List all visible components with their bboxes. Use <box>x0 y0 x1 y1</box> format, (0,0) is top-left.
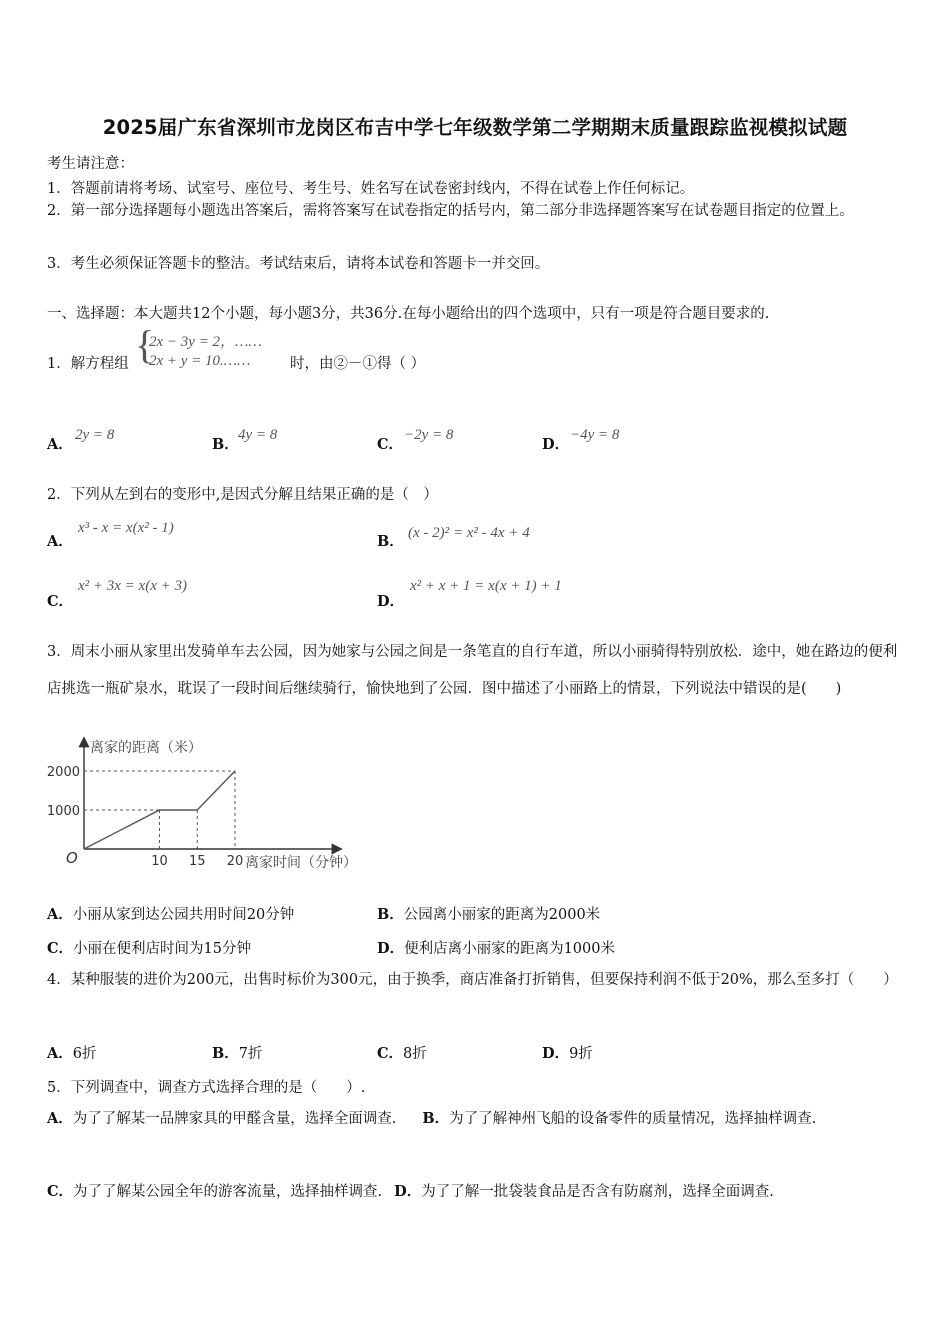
q5-option-d: D．为了了解一批袋装食品是否含有防腐剂，选择全面调查. <box>394 1183 774 1200</box>
x-tick-label: 10 <box>151 854 168 869</box>
page-title: 2025届广东省深圳市龙岗区布吉中学七年级数学第二学期期末质量跟踪监视模拟试题 <box>102 116 848 139</box>
q5-option-b: B．为了了解神州飞船的设备零件的质量情况，选择抽样调查. <box>422 1110 817 1127</box>
q3-stem <box>47 634 905 708</box>
q3-number: 3． <box>47 644 71 660</box>
y-tick-label: 1000 <box>46 804 80 819</box>
q4-number: 4． <box>47 972 71 988</box>
q2-stem <box>47 483 438 504</box>
q1-option-a: A． <box>47 436 73 453</box>
q4-stem-text: 某种服装的进价为200元，出售时标价为300元，由于换季，商店准备打折销售，但要保持利润不低于20%，那么至多打（ ） <box>70 972 898 988</box>
notice-item-2: 2．第一部分选择题每小题选出答案后，需将答案写在试卷指定的括号内，第二部分非选择题答案写在试卷题目指定的位置上。 <box>47 203 854 219</box>
q1-equation-2: 2x + y = 10.…… <box>149 353 251 369</box>
q3-option-a: A．小丽从家到达公园共用时间20分钟 <box>47 906 295 923</box>
q2-stem-text: 下列从左到右的变形中,是因式分解且结果正确的是（ ） <box>70 487 438 503</box>
q4-option-b: B．7折 <box>212 1045 263 1062</box>
q2-option-c-math: x² + 3x = x(x + 3) <box>78 578 187 594</box>
notice-heading: 考生请注意： <box>47 156 134 172</box>
x-axis-label: 离家时间（分钟） <box>245 855 357 871</box>
q5-stem <box>47 1076 365 1097</box>
q3-option-d: D．便利店离小丽家的距离为1000米 <box>377 940 615 957</box>
q2-number: 2． <box>47 487 71 503</box>
q2-option-d-math: x² + x + 1 = x(x + 1) + 1 <box>410 578 562 594</box>
q5-option-c: C．为了了解某公园全年的游客流量，选择抽样调查. <box>47 1183 383 1200</box>
y-tick-label: 2000 <box>46 765 80 780</box>
x-tick-label: 15 <box>188 854 206 869</box>
q1-option-d-math: −4y = 8 <box>570 427 620 443</box>
q1-stem <box>47 352 129 373</box>
q3-option-b: B．公园离小丽家的距离为2000米 <box>377 906 601 923</box>
notice-item-1: 1．答题前请将考场、试室号、座位号、考生号、姓名写在试卷密封线内，不得在试卷上作任何标记。 <box>47 181 695 197</box>
q5-number: 5． <box>47 1080 71 1096</box>
distance-time-chart <box>40 733 385 878</box>
q5-option-a: A．为了了解某一品牌家具的甲醛含量，选择全面调查. <box>47 1110 397 1127</box>
q1-stem-after: 时，由②－①得（ ） <box>290 356 426 372</box>
q1-option-c-math: −2y = 8 <box>404 427 454 443</box>
q3-option-c: C．小丽在便利店时间为15分钟 <box>47 940 251 957</box>
q2-option-d: D． <box>377 593 405 610</box>
q1-option-d: D． <box>542 436 570 453</box>
q2-option-b: B． <box>377 533 404 550</box>
q1-option-c: C． <box>377 436 404 453</box>
q2-option-c: C． <box>47 593 74 610</box>
q4-stem <box>47 962 905 999</box>
q4-option-c: C．8折 <box>377 1045 427 1062</box>
q1-brace: { <box>135 322 155 367</box>
q2-option-b-math: (x - 2)² = x² - 4x + 4 <box>408 525 530 541</box>
q5-stem-text: 下列调查中，调查方式选择合理的是（ ）. <box>70 1080 366 1096</box>
q1-stem-before: 解方程组 <box>70 356 129 372</box>
q1-option-a-math: 2y = 8 <box>75 427 115 443</box>
q3-stem-text: 周末小丽从家里出发骑单车去公园，因为她家与公园之间是一条笔直的自行车道，所以小丽骑得特别放松．途中，她在路边的便利店挑选一瓶矿泉水，耽误了一段时间后继续骑行，愉快地到了公园．图中描述了小丽路上的情景，下列说法中错误的是( ) <box>47 644 898 697</box>
origin-label: O <box>66 849 78 867</box>
series-line <box>84 771 235 849</box>
q4-option-d: D．9折 <box>542 1045 593 1062</box>
q2-option-a: A． <box>47 533 73 550</box>
q1-option-b-math: 4y = 8 <box>238 427 278 443</box>
q1-option-b: B． <box>212 436 239 453</box>
q5-options-ab <box>47 1100 905 1138</box>
notice-item-3: 3．考生必须保证答题卡的整洁。考试结束后，请将本试卷和答题卡一并交回。 <box>47 256 550 272</box>
q2-option-a-math: x³ - x = x(x² - 1) <box>78 520 174 536</box>
section-heading: 一、选择题：本大题共12个小题，每小题3分，共36分.在每小题给出的四个选项中，只有一项是符合题目要求的. <box>47 306 770 322</box>
x-tick-label: 20 <box>226 854 244 869</box>
q1-number: 1． <box>47 356 71 372</box>
q4-option-a: A．6折 <box>47 1045 97 1062</box>
q5-options-cd <box>47 1180 774 1201</box>
q1-equation-1: 2x − 3y = 2，…… <box>149 334 262 350</box>
y-axis-label: 离家的距离（米） <box>90 740 202 756</box>
